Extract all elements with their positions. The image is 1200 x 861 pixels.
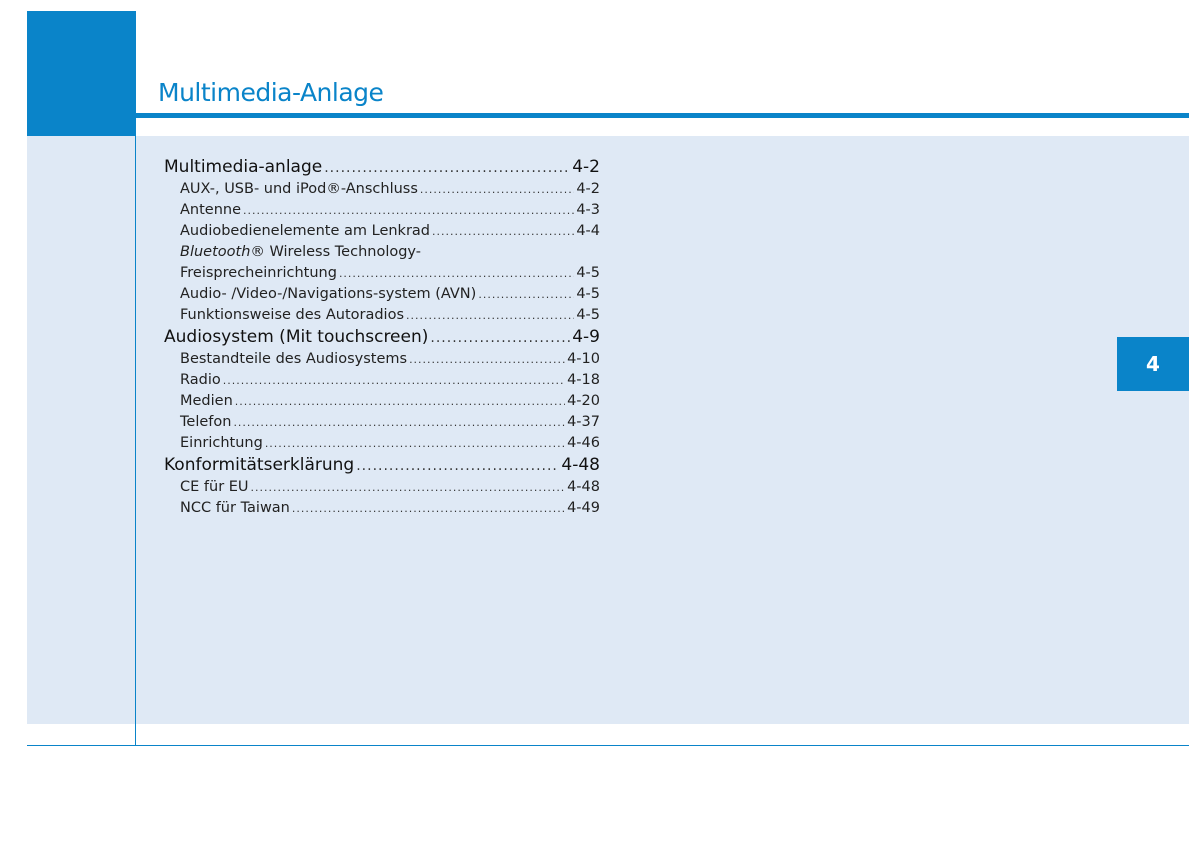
page-title: Multimedia-Anlage — [158, 78, 384, 107]
toc-entry-label-italic: Bluetooth — [180, 244, 251, 260]
toc-entry[interactable] — [164, 221, 600, 242]
toc-page-number: 4-5 — [576, 286, 600, 302]
toc-entry-label-rest: ® Wireless Technology- — [250, 244, 421, 260]
toc-page-number: 4-5 — [576, 307, 600, 323]
toc-page-number: 4-4 — [576, 223, 600, 239]
toc-entry[interactable] — [164, 305, 600, 326]
toc-page-number: 4-20 — [567, 393, 600, 409]
toc-leader-dots — [324, 157, 570, 179]
toc-page-number: 4-5 — [576, 265, 600, 281]
toc-entry-label: Einrichtung — [180, 435, 263, 451]
toc-entry[interactable] — [164, 179, 600, 200]
toc-leader-dots — [420, 179, 574, 200]
chapter-tab[interactable]: 4 — [1117, 337, 1189, 391]
toc-entry-label: Telefon — [180, 414, 232, 430]
toc-entry-label: NCC für Taiwan — [180, 500, 290, 516]
toc-section-label: Konformitätserklärung — [164, 455, 355, 475]
table-of-contents — [164, 156, 600, 519]
toc-entry-label: AUX-, USB- und iPod®-Anschluss — [180, 181, 418, 197]
toc-leader-dots — [432, 221, 574, 242]
toc-leader-dots — [223, 370, 565, 391]
toc-page-number: 4-48 — [567, 479, 600, 495]
chapter-corner-block — [27, 11, 136, 136]
toc-entry-first-line[interactable] — [164, 242, 600, 263]
toc-leader-dots — [478, 284, 574, 305]
toc-entry[interactable] — [164, 477, 600, 498]
toc-section[interactable] — [164, 156, 600, 179]
toc-entry-label: Audio- /Video-/Navigations-system (AVN) — [180, 286, 477, 302]
toc-entry-label: Freisprecheinrichtung — [180, 265, 337, 281]
toc-page-number: 4-46 — [567, 435, 600, 451]
toc-entry-label: Antenne — [180, 202, 242, 218]
toc-page-number: 4-49 — [567, 500, 600, 516]
toc-section[interactable] — [164, 454, 600, 477]
toc-entry-label: Radio — [180, 372, 221, 388]
toc-page-number: 4-2 — [572, 157, 600, 177]
toc-leader-dots — [406, 305, 574, 326]
toc-leader-dots — [430, 327, 570, 349]
toc-section-label: Audiosystem (Mit touchscreen) — [164, 327, 429, 347]
title-rule — [136, 113, 1189, 118]
toc-entry-label — [180, 242, 421, 263]
toc-page-number: 4-10 — [567, 351, 600, 367]
toc-page-number: 4-9 — [572, 327, 600, 347]
toc-leader-dots — [235, 391, 565, 412]
toc-entry[interactable] — [164, 412, 600, 433]
toc-entry-label: Bestandteile des Audiosystems — [180, 351, 408, 367]
toc-entry-label: Funktionsweise des Autoradios — [180, 307, 405, 323]
toc-page-number: 4-3 — [576, 202, 600, 218]
toc-leader-dots — [251, 477, 566, 498]
toc-entry-continuation[interactable] — [164, 263, 600, 284]
toc-leader-dots — [339, 263, 574, 284]
toc-leader-dots — [409, 349, 565, 370]
toc-section-label: Multimedia-anlage — [164, 157, 323, 177]
toc-leader-dots — [356, 455, 559, 477]
toc-entry-label: CE für EU — [180, 479, 249, 495]
toc-entry[interactable] — [164, 284, 600, 305]
toc-page-number: 4-37 — [567, 414, 600, 430]
toc-leader-dots — [265, 433, 565, 454]
toc-entry[interactable] — [164, 498, 600, 519]
toc-section[interactable] — [164, 326, 600, 349]
toc-entry-label: Audiobedienelemente am Lenkrad — [180, 223, 431, 239]
toc-entry[interactable] — [164, 433, 600, 454]
toc-entry[interactable] — [164, 370, 600, 391]
toc-leader-dots — [292, 498, 565, 519]
toc-leader-dots — [243, 200, 574, 221]
toc-page-number: 4-18 — [567, 372, 600, 388]
toc-page-number: 4-2 — [576, 181, 600, 197]
toc-entry[interactable] — [164, 349, 600, 370]
toc-leader-dots — [233, 412, 565, 433]
toc-entry-label: Medien — [180, 393, 233, 409]
toc-entry[interactable] — [164, 200, 600, 221]
toc-page-number: 4-48 — [561, 455, 600, 475]
vertical-rule — [135, 118, 136, 746]
toc-entry[interactable] — [164, 391, 600, 412]
bottom-rule — [27, 745, 1189, 746]
